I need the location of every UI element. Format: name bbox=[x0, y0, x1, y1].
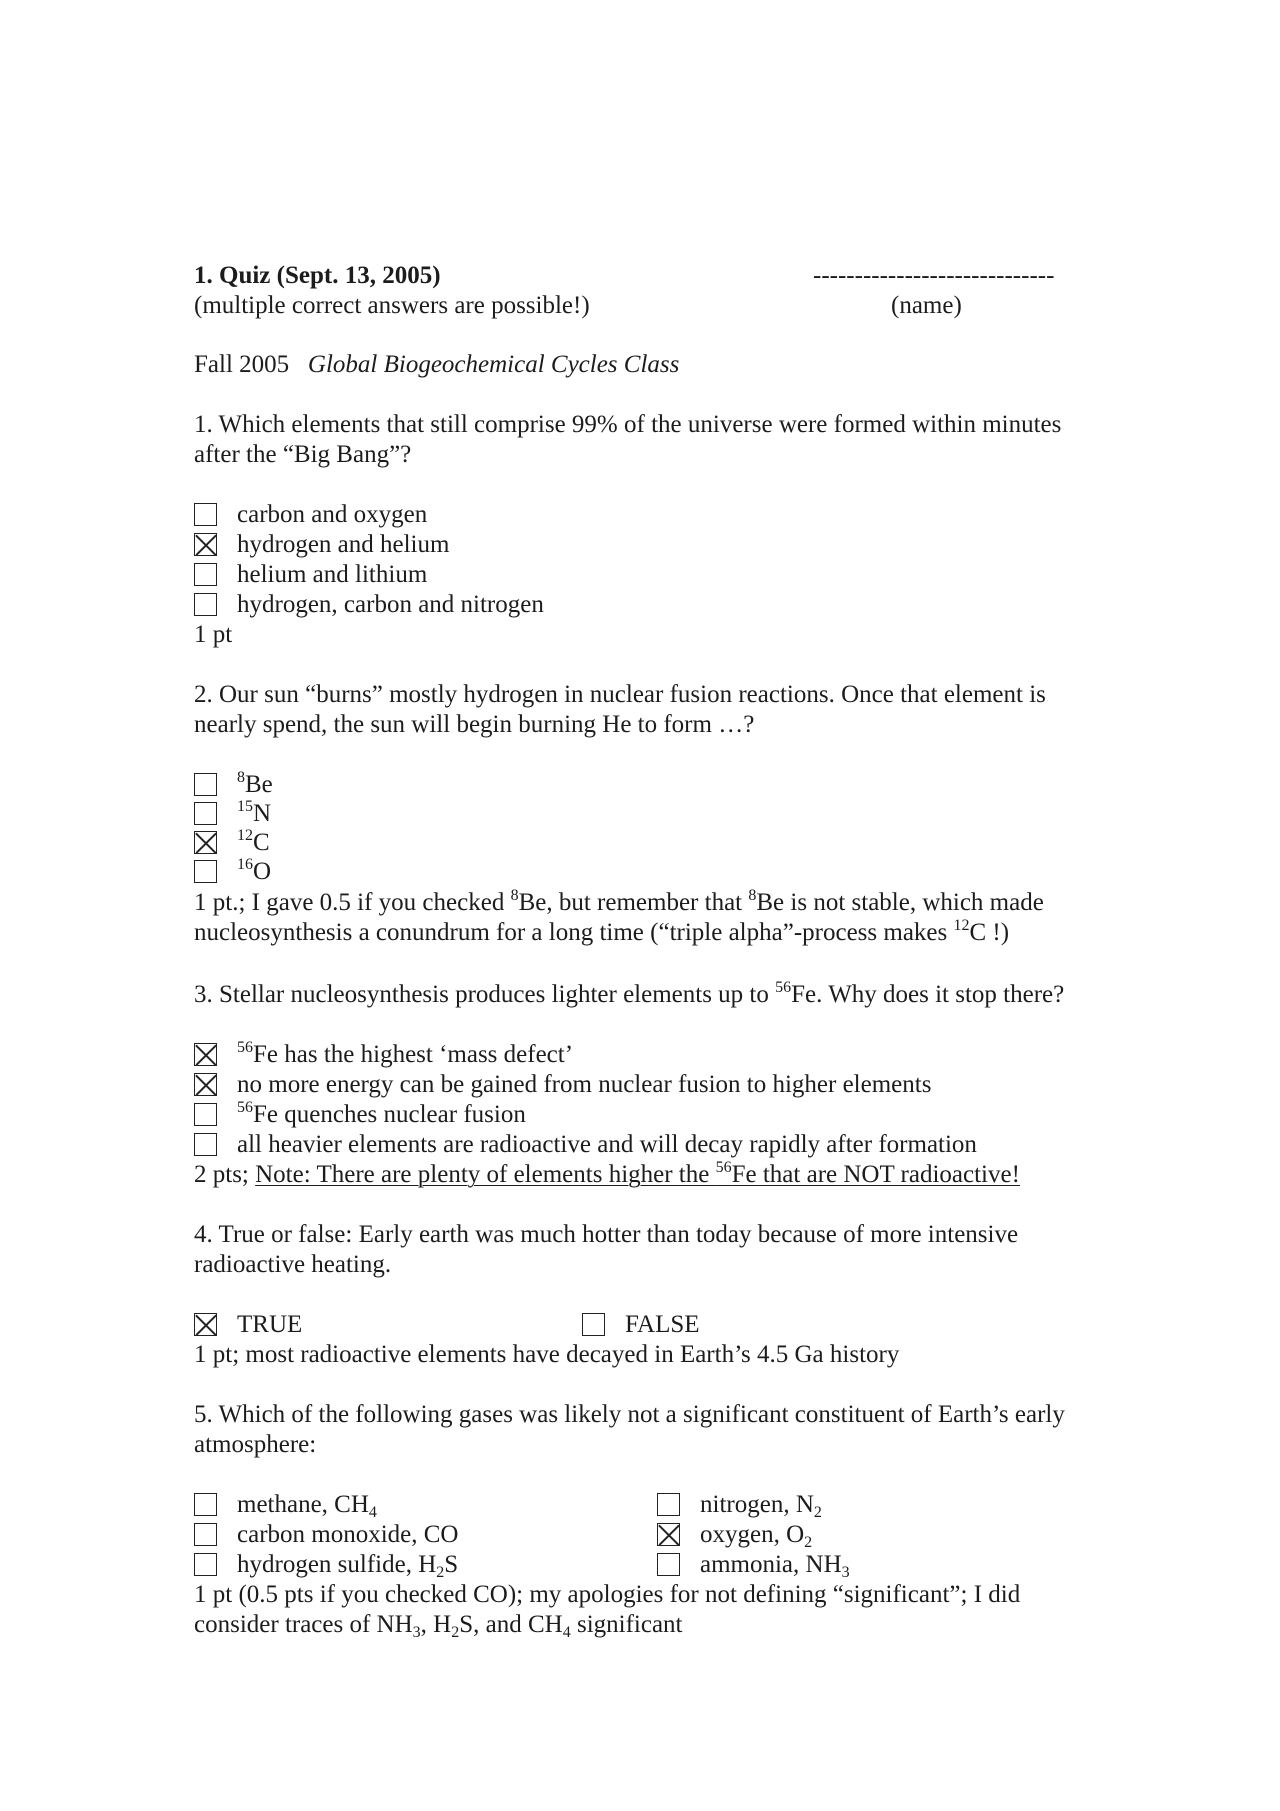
checkbox[interactable] bbox=[194, 1493, 217, 1516]
q1-option-2[interactable]: hydrogen and helium bbox=[194, 530, 794, 560]
q3-points: 2 pts; Note: There are plenty of elements higher the $^{56}$Fe that are NOT radioactive! bbox=[194, 1159, 1020, 1188]
q5-option-ammonia[interactable]: ammonia, $NH_3$ bbox=[657, 1550, 957, 1580]
q4-true-option[interactable]: TRUE bbox=[194, 1310, 394, 1340]
q1-option-3[interactable]: helium and lithium bbox=[194, 560, 794, 590]
course-name: Global Biogeochemical Cycles Class bbox=[307, 351, 680, 378]
q2-note-line1: 1 pt.; I gave 0.5 if you checked $^8$Be, but remember that $^8$Be is not stable, which made bbox=[194, 887, 1044, 916]
q1-option-4[interactable]: hydrogen, carbon and nitrogen bbox=[194, 590, 794, 620]
q5-option-hydrogen-sulfide[interactable]: hydrogen sulfide, $H_2S$ bbox=[194, 1550, 594, 1580]
q2-text-line2: nearly spend, the sun will begin burning He to form …? bbox=[194, 711, 755, 738]
q3-option-1[interactable]: $^{56}$Fe has the highest ‘mass defect’ bbox=[194, 1040, 1094, 1070]
q4-text-line1: 4. True or false: Early earth was much hotter than today because of more intensive bbox=[194, 1221, 1019, 1248]
q3-option-3[interactable]: $^{56}$Fe quenches nuclear fusion bbox=[194, 1100, 1094, 1130]
q3-option-4[interactable]: all heavier elements are radioactive and will decay rapidly after formation bbox=[194, 1130, 1094, 1160]
checkbox-checked[interactable] bbox=[194, 831, 217, 854]
checkbox[interactable] bbox=[582, 1313, 605, 1336]
q5-option-methane[interactable]: methane, $CH_4$ bbox=[194, 1490, 594, 1520]
q4-false-option[interactable]: FALSE bbox=[582, 1310, 782, 1340]
checkbox[interactable] bbox=[194, 1133, 217, 1156]
checkbox[interactable] bbox=[194, 563, 217, 586]
q5-text-line2: atmosphere: bbox=[194, 1431, 317, 1458]
checkbox-checked[interactable] bbox=[194, 1313, 217, 1336]
q1-text-line2: after the “Big Bang”? bbox=[194, 441, 412, 468]
q2-option-1[interactable]: $^8$Be bbox=[194, 770, 394, 800]
q5-points-line2: consider traces of $NH_3$, $H_2S$, and $CH_4$ significant bbox=[194, 1611, 683, 1641]
q5-option-nitrogen[interactable]: nitrogen, $N_2$ bbox=[657, 1490, 957, 1520]
name-label: (name) bbox=[891, 292, 962, 319]
checkbox[interactable] bbox=[194, 1553, 217, 1576]
checkbox-checked[interactable] bbox=[657, 1523, 680, 1546]
checkbox[interactable] bbox=[194, 860, 217, 883]
checkbox-checked[interactable] bbox=[194, 1043, 217, 1066]
q5-option-oxygen[interactable]: oxygen, $O_2$ bbox=[657, 1520, 957, 1550]
q5-text-line1: 5. Which of the following gases was likely not a significant constituent of Earth’s early bbox=[194, 1401, 1065, 1428]
q3-option-2[interactable]: no more energy can be gained from nuclear fusion to higher elements bbox=[194, 1070, 1094, 1100]
name-line: ----------------------------- bbox=[813, 262, 1055, 289]
q1-option-1[interactable]: carbon and oxygen bbox=[194, 500, 794, 530]
term: Fall 2005 bbox=[194, 351, 290, 378]
q3-text: 3. Stellar nucleosynthesis produces lighter elements up to $^{56}$Fe. Why does it stop there? bbox=[194, 979, 1065, 1008]
course-line bbox=[194, 350, 679, 380]
checkbox[interactable] bbox=[657, 1553, 680, 1576]
checkbox[interactable] bbox=[194, 1523, 217, 1546]
q2-text-line1: 2. Our sun “burns” mostly hydrogen in nuclear fusion reactions. Once that element is bbox=[194, 681, 1046, 708]
checkbox-checked[interactable] bbox=[194, 533, 217, 556]
checkbox[interactable] bbox=[194, 773, 217, 796]
q4-points: 1 pt; most radioactive elements have decayed in Earth’s 4.5 Ga history bbox=[194, 1341, 900, 1368]
q2-option-4[interactable]: $^{16}$O bbox=[194, 857, 394, 887]
checkbox-checked[interactable] bbox=[194, 1073, 217, 1096]
checkbox[interactable] bbox=[194, 503, 217, 526]
checkbox[interactable] bbox=[657, 1493, 680, 1516]
q2-note-line2: nucleosynthesis a conundrum for a long time (“triple alpha”-process makes $^{12}$C !) bbox=[194, 917, 1010, 946]
quiz-subtitle: (multiple correct answers are possible!) bbox=[194, 292, 590, 319]
q5-points-line1: 1 pt (0.5 pts if you checked CO); my apologies for not defining “significant”; I did bbox=[194, 1581, 1021, 1608]
q2-option-3[interactable]: $^{12}$C bbox=[194, 828, 394, 858]
q1-points: 1 pt bbox=[194, 621, 233, 648]
q5-option-carbon-monoxide[interactable]: carbon monoxide, CO bbox=[194, 1520, 594, 1550]
q4-text-line2: radioactive heating. bbox=[194, 1251, 392, 1278]
checkbox[interactable] bbox=[194, 1103, 217, 1126]
q1-text-line1: 1. Which elements that still comprise 99% of the universe were formed within minutes bbox=[194, 411, 1062, 438]
checkbox[interactable] bbox=[194, 802, 217, 825]
quiz-title: 1. Quiz (Sept. 13, 2005) bbox=[194, 262, 441, 289]
checkbox[interactable] bbox=[194, 593, 217, 616]
q2-option-2[interactable]: $^{15}$N bbox=[194, 799, 394, 829]
